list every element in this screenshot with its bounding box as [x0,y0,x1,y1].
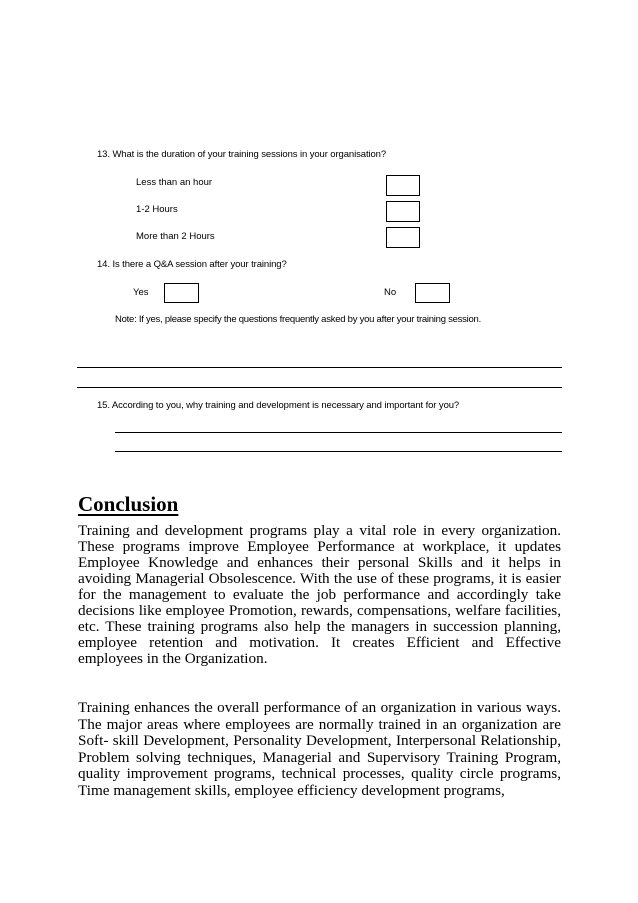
question-14-text: 14. Is there a Q&A session after your training? [97,259,287,270]
question-15-text: 15. According to you, why training and development is necessary and important for you? [97,400,460,411]
q14-yes-checkbox[interactable] [164,283,199,303]
q15-answer-line-2[interactable] [115,451,562,452]
conclusion-paragraph-1: Training and development programs play a vital role in every organization. These programs improve Employee Performance at workplace, it updates Employee Knowledge and enhances their personal Skills and it helps in avoiding Managerial Obsolescence. With the use of these programs, it is easier for the management to evaluate the job performance and accordingly take decisions like employee Promotion, rewards, compensations, welfare facilities, etc. These training programs also help the managers in succession planning, employee retention and motivation. It creates Efficient and Effective employees in the Organization. [78,522,561,667]
q15-answer-line-1[interactable] [115,432,562,433]
q14-yes-label: Yes [133,287,149,298]
question-13-text: 13. What is the duration of your training sessions in your organisation? [97,149,387,160]
q14-answer-line-2[interactable] [77,387,562,388]
q13-option-more-than-2-hours-label: More than 2 Hours [136,231,215,242]
q14-answer-line-1[interactable] [77,367,562,368]
q13-option-1-2-hours-label: 1-2 Hours [136,204,178,215]
q13-option-less-than-hour-label: Less than an hour [136,177,213,188]
q13-option-more-than-2-hours-checkbox[interactable] [386,227,420,248]
q13-option-less-than-hour-checkbox[interactable] [386,175,420,196]
conclusion-heading: Conclusion [78,492,179,516]
q14-no-label: No [384,287,397,298]
q14-note: Note: If yes, please specify the questions frequently asked by you after your training session. [115,314,481,325]
q13-option-1-2-hours-checkbox[interactable] [386,201,420,222]
q14-no-checkbox[interactable] [415,283,450,303]
conclusion-paragraph-2: Training enhances the overall performance of an organization in various ways. The major areas where employees are normally trained in an organization are Soft- skill Development, Personality Development, Interpersonal Relationship, Problem solving techniques, Managerial and Supervisory Training Program, quality improvement programs, technical processes, quality circle programs, Time management skills, employee efficiency development programs, [78,699,561,799]
